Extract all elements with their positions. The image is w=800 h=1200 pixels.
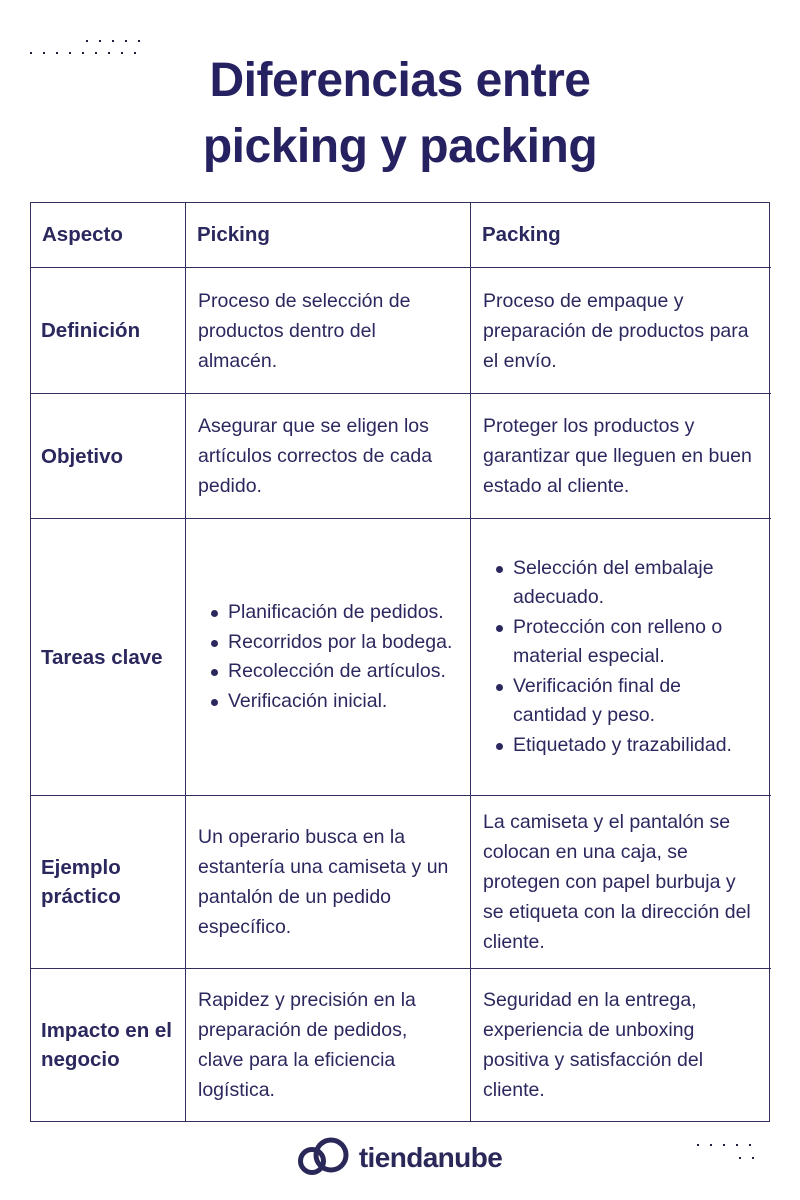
dot: [710, 1144, 712, 1146]
col-header-packing: Packing: [471, 203, 771, 268]
dot: [736, 1144, 738, 1146]
dot: [99, 40, 101, 42]
list-item: Planificación de pedidos.: [228, 598, 458, 628]
page-title: [0, 48, 800, 180]
list-item: Recorridos por la bodega.: [228, 628, 458, 658]
row-objetivo-picking: Asegurar que se eligen los artículos correctos de cada pedido.: [186, 394, 471, 519]
row-impacto-label: Impacto en el negocio: [31, 969, 186, 1121]
list-item: Verificación final de cantidad y peso.: [513, 672, 759, 731]
row-objetivo-packing: Proteger los productos y garantizar que lleguen en buen estado al cliente.: [471, 394, 771, 519]
row-tareas-label: Tareas clave: [31, 519, 186, 796]
page-title-line2: picking y packing: [202, 120, 598, 173]
list-item: Protección con relleno o material especial.: [513, 613, 759, 672]
row-impacto-picking: Rapidez y precisión en la preparación de pedidos, clave para la eficiencia logística.: [186, 969, 471, 1121]
row-tareas-packing: [471, 519, 771, 796]
comparison-table: [30, 202, 770, 1122]
row-definicion-label: Definición: [31, 268, 186, 394]
row-ejemplo-picking: Un operario busca en la estantería una camiseta y un pantalón de un pedido específico.: [186, 796, 471, 969]
dot: [739, 1157, 741, 1159]
col-header-aspecto: Aspecto: [31, 203, 186, 268]
dot: [749, 1144, 751, 1146]
row-ejemplo-label: Ejemplo práctico: [31, 796, 186, 969]
row-tareas-picking: [186, 519, 471, 796]
row-definicion-packing: Proceso de empaque y preparación de productos para el envío.: [471, 268, 771, 394]
row-ejemplo-packing: La camiseta y el pantalón se colocan en una caja, se protegen con papel burbuja y se etiqueta con la dirección del cliente.: [471, 796, 771, 969]
footer-brand: [0, 1136, 800, 1178]
dot: [86, 40, 88, 42]
list-item: Verificación inicial.: [228, 687, 458, 717]
picking-task-list: [198, 598, 458, 716]
col-header-picking: Picking: [186, 203, 471, 268]
row-definicion-picking: Proceso de selección de productos dentro del almacén.: [186, 268, 471, 394]
cloud-rings-icon: [298, 1136, 350, 1178]
dot: [752, 1157, 754, 1159]
list-item: Recolección de artículos.: [228, 657, 458, 687]
dot: [125, 40, 127, 42]
brand-wordmark: tiendanube: [358, 1142, 503, 1173]
dot: [723, 1144, 725, 1146]
packing-task-list: [483, 554, 759, 761]
dot: [138, 40, 140, 42]
row-impacto-packing: Seguridad en la entrega, experiencia de unboxing positiva y satisfacción del cliente.: [483, 989, 704, 1101]
page-title-line1: Diferencias entre: [209, 54, 591, 107]
list-item: Etiquetado y trazabilidad.: [513, 731, 759, 761]
dot: [697, 1144, 699, 1146]
row-objetivo-label: Objetivo: [31, 394, 186, 519]
decorative-dots-bottom-right: [697, 1144, 754, 1169]
list-item: Selección del embalaje adecuado.: [513, 554, 759, 613]
dot: [112, 40, 114, 42]
